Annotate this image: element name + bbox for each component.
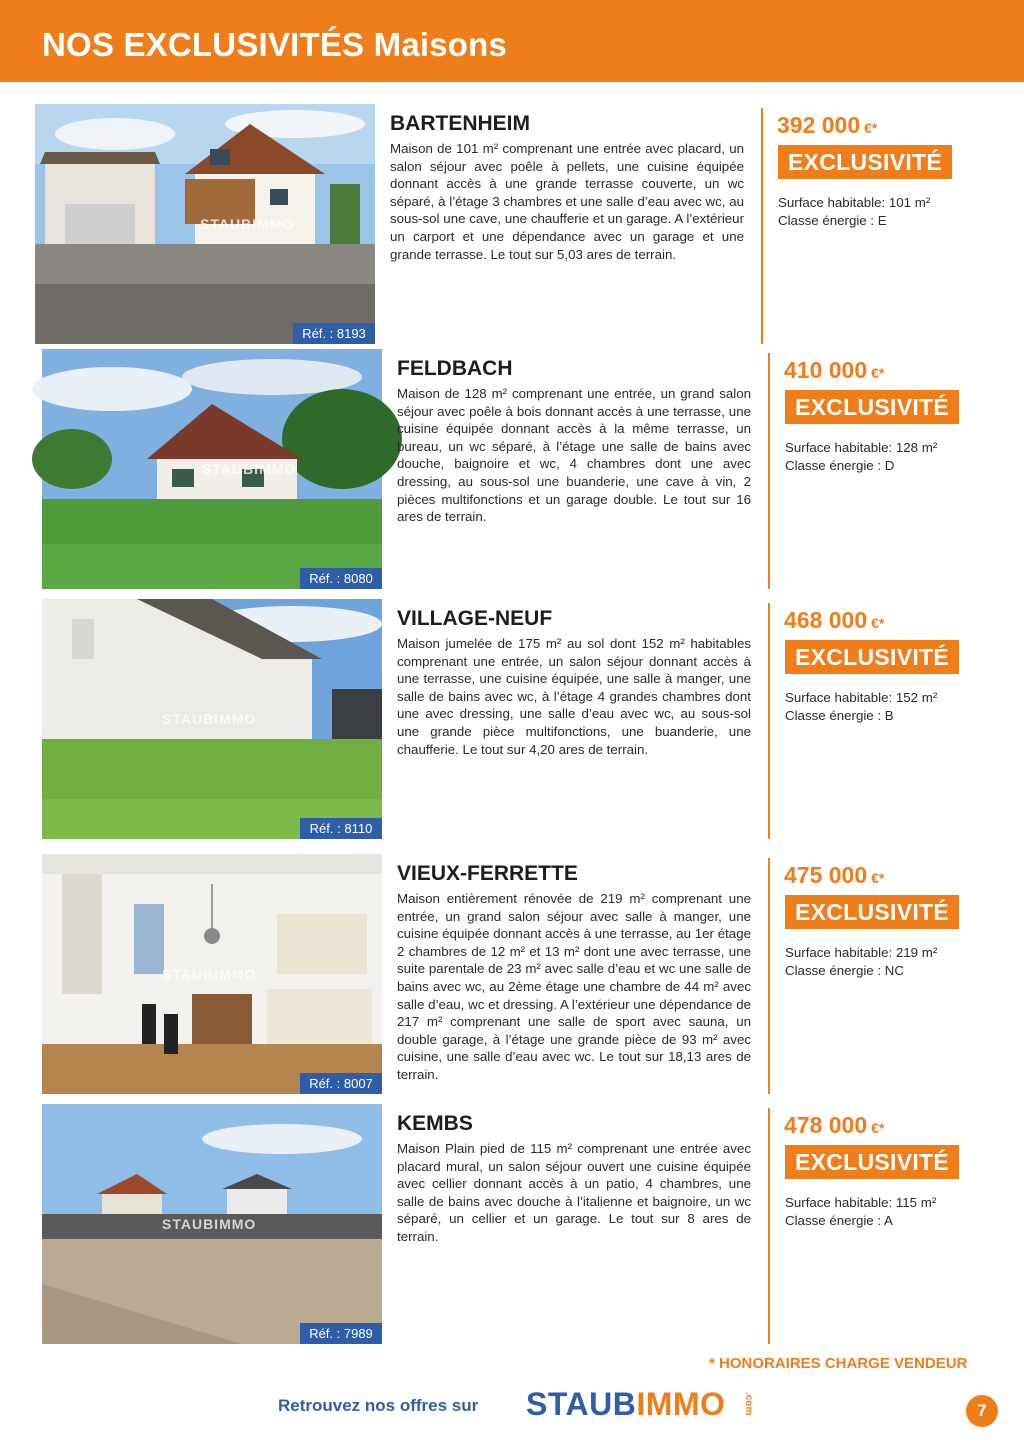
- listing-info: [397, 357, 751, 526]
- listing-price: [784, 357, 884, 384]
- watermark: STAUBIMMO: [202, 461, 297, 477]
- fees-footnote: * HONORAIRES CHARGE VENDEUR: [709, 1355, 968, 1372]
- exclusivity-badge: EXCLUSIVITÉ: [785, 1145, 959, 1179]
- exclusivity-badge: EXCLUSIVITÉ: [778, 145, 952, 179]
- listing-photo[interactable]: [42, 599, 382, 839]
- watermark: STAUBIMMO: [200, 216, 295, 232]
- living-surface: Surface habitable: 115 m²: [785, 1195, 937, 1210]
- exclusivity-badge: EXCLUSIVITÉ: [785, 895, 959, 929]
- listing-details: [785, 689, 937, 725]
- listing-price: [784, 862, 884, 889]
- listing-details: [785, 944, 937, 980]
- watermark: STAUBIMMO: [162, 1216, 257, 1232]
- divider: [768, 353, 770, 589]
- listing-photo[interactable]: [42, 1104, 382, 1344]
- listing-description: Maison de 128 m² comprenant une entrée, un grand salon séjour avec poêle à bois donnant accès à une terrasse, une cuisine équipée donnant accès à la même terrasse, un bureau, un wc séparé, à l’étage une salle de bains avec douche, baignoire et wc, 4 chambres dont une avec dressing, au sous-sol une buanderie, une cave à vin, 2 pièces multifonctions et un garage double. Le tout sur 16 ares de terrain.: [397, 386, 751, 525]
- listing-description: Maison Plain pied de 115 m² comprenant une entrée avec placard mural, un salon séjour ouvert une cuisine équipée avec cellier donnant accès à un patio, 4 chambres, une salle de bains avec douche à l’italienne et baignoire, un wc séparé, un cellier et un garage. Le tout sur 8 ares de terrain.: [397, 1141, 751, 1244]
- listing-city: BARTENHEIM: [390, 112, 530, 135]
- staubimmo-logo[interactable]: [526, 1386, 725, 1423]
- listing-description: Maison entièrement rénovée de 219 m² comprenant une entrée, un grand salon séjour avec salle à manger, une cuisine équipée donnant accès à une terrasse, au 1er étage 2 chambres de 12 m² et 13 m² dont une avec terrasse, une suite parentale de 23 m² avec salle d’eau et wc une salle de bains avec wc, au 2ème étage une chambre de 44 m² avec salle d’eau, wc et dressing. A l’extérieur une dépendance de 217 m² comprenant une salle de sport avec sauna, un double garage, à l’étage une grande pièce de 93 m² avec cuisine, une salle d’eau avec wc. Le tout sur 18,13 ares de terrain.: [397, 891, 751, 1082]
- divider: [768, 858, 770, 1094]
- listing-description: Maison de 101 m² comprenant une entrée avec placard, un salon séjour avec poêle à pellets, une cuisine équipée donnant accès à une grande terrasse couverte, un wc séparé, à l’étage 3 chambres et une salle d’eau avec wc, au sous-sol une cave, une chaufferie et un garage. A l’extérieur un carport et une dépendance avec un garage et une grande terrasse. Le tout sur 5,03 ares de terrain.: [390, 141, 744, 262]
- logo-part-2: IMMO: [636, 1386, 726, 1422]
- watermark: STAUBIMMO: [162, 966, 257, 982]
- watermark: STAUBIMMO: [162, 711, 257, 727]
- price-value: 468 000: [784, 607, 868, 633]
- listing-bartenheim: [0, 104, 1024, 349]
- energy-class: Classe énergie : D: [785, 458, 895, 473]
- listing-details: [785, 1194, 936, 1230]
- living-surface: Surface habitable: 101 m²: [778, 195, 931, 210]
- listing-description: Maison jumelée de 175 m² au sol dont 152 m² habitables comprenant une entrée, un salon séjour donnant accès à une terrasse, une cuisine équipée, une salle à manger, une salle de bains avec wc, à l’étage 4 grandes chambres dont une avec dressing, une salle d’eau avec wc, au sous-sol une grande pièce multifonctions, une buanderie, une chaufferie. Le tout sur 4,20 ares de terrain.: [397, 636, 751, 757]
- listing-info: [397, 607, 751, 758]
- listing-photo[interactable]: [35, 104, 375, 344]
- listing-city: VILLAGE-NEUF: [397, 607, 553, 630]
- price-currency: €*: [871, 1120, 885, 1136]
- energy-class: Classe énergie : E: [778, 213, 887, 228]
- listing-details: [785, 439, 937, 475]
- divider: [768, 1108, 770, 1344]
- listing-details: [778, 194, 930, 230]
- listing-info: [397, 862, 751, 1084]
- logo-domain-text: .com: [743, 1392, 754, 1416]
- listing-price: [784, 607, 884, 634]
- energy-class: Classe énergie : NC: [785, 963, 904, 978]
- listing-city: FELDBACH: [397, 357, 513, 380]
- price-value: 392 000: [777, 112, 861, 138]
- price-currency: €*: [871, 615, 885, 631]
- price-currency: €*: [871, 365, 885, 381]
- listing-info: [397, 1112, 751, 1246]
- divider: [768, 603, 770, 839]
- footer-tagline: Retrouvez nos offres sur: [278, 1396, 479, 1415]
- page-header: [0, 0, 1024, 82]
- page-number: 7: [966, 1395, 998, 1427]
- listing-village-neuf: [0, 599, 1024, 844]
- logo-part-1: STAUB: [526, 1386, 637, 1422]
- energy-class: Classe énergie : A: [785, 1213, 893, 1228]
- living-surface: Surface habitable: 219 m²: [785, 945, 938, 960]
- reference-label: Réf. : 8007: [300, 1073, 382, 1094]
- price-value: 475 000: [784, 862, 868, 888]
- listing-price: [777, 112, 877, 139]
- listing-feldbach: [0, 349, 1024, 594]
- listing-photo[interactable]: [42, 854, 382, 1094]
- listing-city: KEMBS: [397, 1112, 473, 1135]
- listing-kembs: [0, 1104, 1024, 1349]
- divider: [761, 108, 763, 344]
- page-title: NOS EXCLUSIVITÉS Maisons: [42, 26, 508, 63]
- price-value: 410 000: [784, 357, 868, 383]
- price-value: 478 000: [784, 1112, 868, 1138]
- exclusivity-badge: EXCLUSIVITÉ: [785, 640, 959, 674]
- listing-vieux-ferrette: [0, 854, 1024, 1099]
- listing-city: VIEUX-FERRETTE: [397, 862, 578, 885]
- reference-label: Réf. : 8080: [300, 568, 382, 589]
- listing-photo[interactable]: [42, 349, 382, 589]
- reference-label: Réf. : 7989: [300, 1323, 382, 1344]
- listing-price: [784, 1112, 884, 1139]
- listing-info: [390, 112, 744, 263]
- reference-label: Réf. : 8110: [300, 818, 382, 839]
- logo-domain: [736, 1390, 754, 1424]
- living-surface: Surface habitable: 128 m²: [785, 440, 938, 455]
- energy-class: Classe énergie : B: [785, 708, 894, 723]
- exclusivity-badge: EXCLUSIVITÉ: [785, 390, 959, 424]
- price-currency: €*: [871, 870, 885, 886]
- reference-label: Réf. : 8193: [293, 323, 375, 344]
- price-currency: €*: [864, 120, 878, 136]
- living-surface: Surface habitable: 152 m²: [785, 690, 938, 705]
